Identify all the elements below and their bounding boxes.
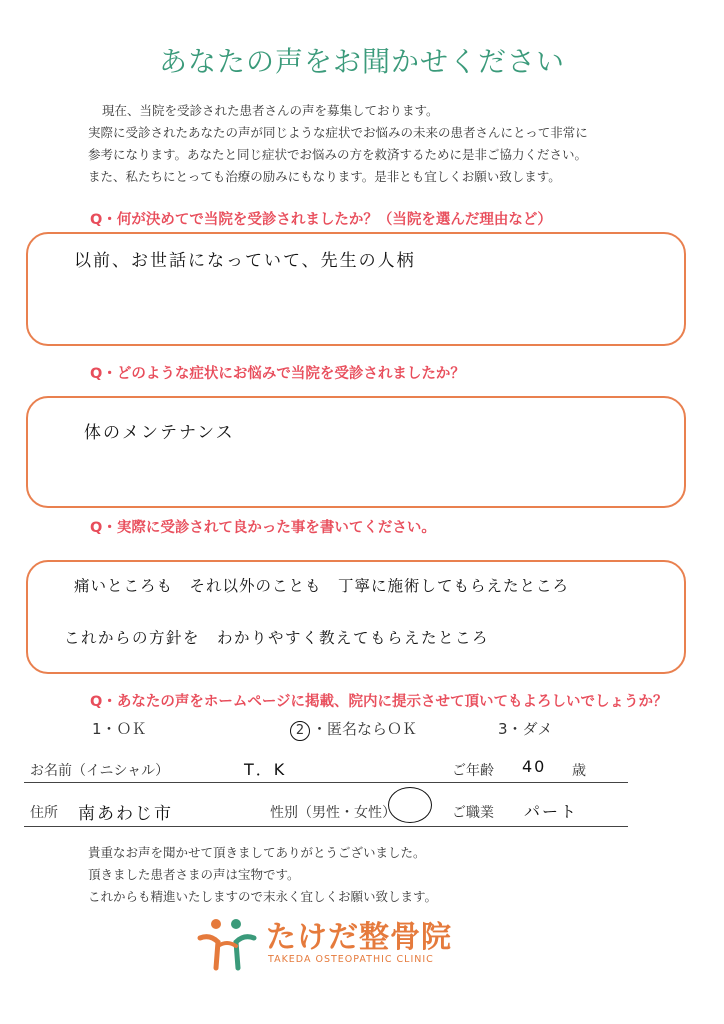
consent-option-no[interactable]: 3・ダメ xyxy=(498,720,553,738)
gender-selected-circle xyxy=(388,787,432,823)
consent-option-anonymous-label: ・匿名ならＯＫ xyxy=(312,720,418,738)
name-label: お名前（イニシャル） xyxy=(30,763,170,779)
gender-option-male[interactable]: 男性 xyxy=(312,805,340,821)
name-row-underline xyxy=(24,782,628,783)
gender-label xyxy=(270,802,396,822)
intro-line: 現在、当院を受診された患者さんの声を募集しております。 xyxy=(102,103,439,118)
gender-label-close: ） xyxy=(382,805,396,821)
consent-question-label: Q・あなたの声をホームページに掲載、院内に提示させて頂いてもよろしいでしょうか？ xyxy=(90,694,668,710)
answer-2-text: 体のメンテナンス xyxy=(84,423,235,443)
answer-box-3[interactable] xyxy=(26,560,686,674)
page-title: あなたの声をお聞かせください xyxy=(158,45,565,78)
answer-box-2[interactable] xyxy=(26,396,686,508)
clinic-name: たけだ整骨院 xyxy=(266,920,452,955)
address-row-underline xyxy=(24,826,628,827)
name-value[interactable]: T．K xyxy=(244,760,287,779)
answer-1-text: 以前、お世話になっていて、先生の人柄 xyxy=(74,251,416,271)
consent-option-anonymous[interactable] xyxy=(290,718,417,741)
answer-3-line-2: これからの方針を わかりやすく教えてもらえたところ xyxy=(64,629,490,647)
address-value[interactable]: 南あわじ市 xyxy=(78,804,173,824)
gender-separator: ・ xyxy=(340,805,354,821)
question-3-label: Q・実際に受診されて良かった事を書いてください。 xyxy=(90,520,436,536)
intro-line: 参考になります。あなたと同じ症状でお悩みの方を救済するために是非ご協力ください。 xyxy=(88,147,588,162)
clinic-subtitle: TAKEDA OSTEOPATHIC CLINIC xyxy=(268,954,434,965)
answer-3-line-1: 痛いところも それ以外のことも 丁寧に施術してもらえたところ xyxy=(74,577,570,595)
gender-option-female[interactable]: 女性 xyxy=(354,805,382,821)
closing-line: 頂きました患者さまの声は宝物です。 xyxy=(88,867,300,882)
intro-line: また、私たちにとっても治療の励みにもなります。是非とも宜しくお願い致します。 xyxy=(88,169,561,184)
intro-line: 実際に受診されたあなたの声が同じような症状でお悩みの未来の患者さんにとって非常に xyxy=(88,125,588,140)
consent-option-ok[interactable]: 1・ＯＫ xyxy=(92,720,147,738)
closing-line: これからも精進いたしますので末永く宜しくお願い致します。 xyxy=(88,889,438,904)
age-unit: 歳 xyxy=(572,763,586,779)
job-value[interactable]: パート xyxy=(524,802,579,821)
gender-label-open: 性別（ xyxy=(270,805,312,821)
closing-text xyxy=(88,842,437,908)
job-label: ご職業 xyxy=(452,805,494,821)
age-value[interactable]: 40 xyxy=(522,757,547,776)
question-1-label: Q・何が決めてで当院を受診されましたか？（当院を選んだ理由など） xyxy=(90,212,552,228)
intro-text xyxy=(88,100,688,188)
selected-circle-mark: 2 xyxy=(290,721,310,741)
clinic-logo-icon xyxy=(196,912,258,974)
age-label: ご年齢 xyxy=(452,763,494,779)
closing-line: 貴重なお声を聞かせて頂きましてありがとうございました。 xyxy=(88,845,426,860)
address-label: 住所 xyxy=(30,805,58,821)
answer-box-1[interactable] xyxy=(26,232,686,346)
question-2-label: Q・どのような症状にお悩みで当院を受診されましたか？ xyxy=(90,366,465,382)
